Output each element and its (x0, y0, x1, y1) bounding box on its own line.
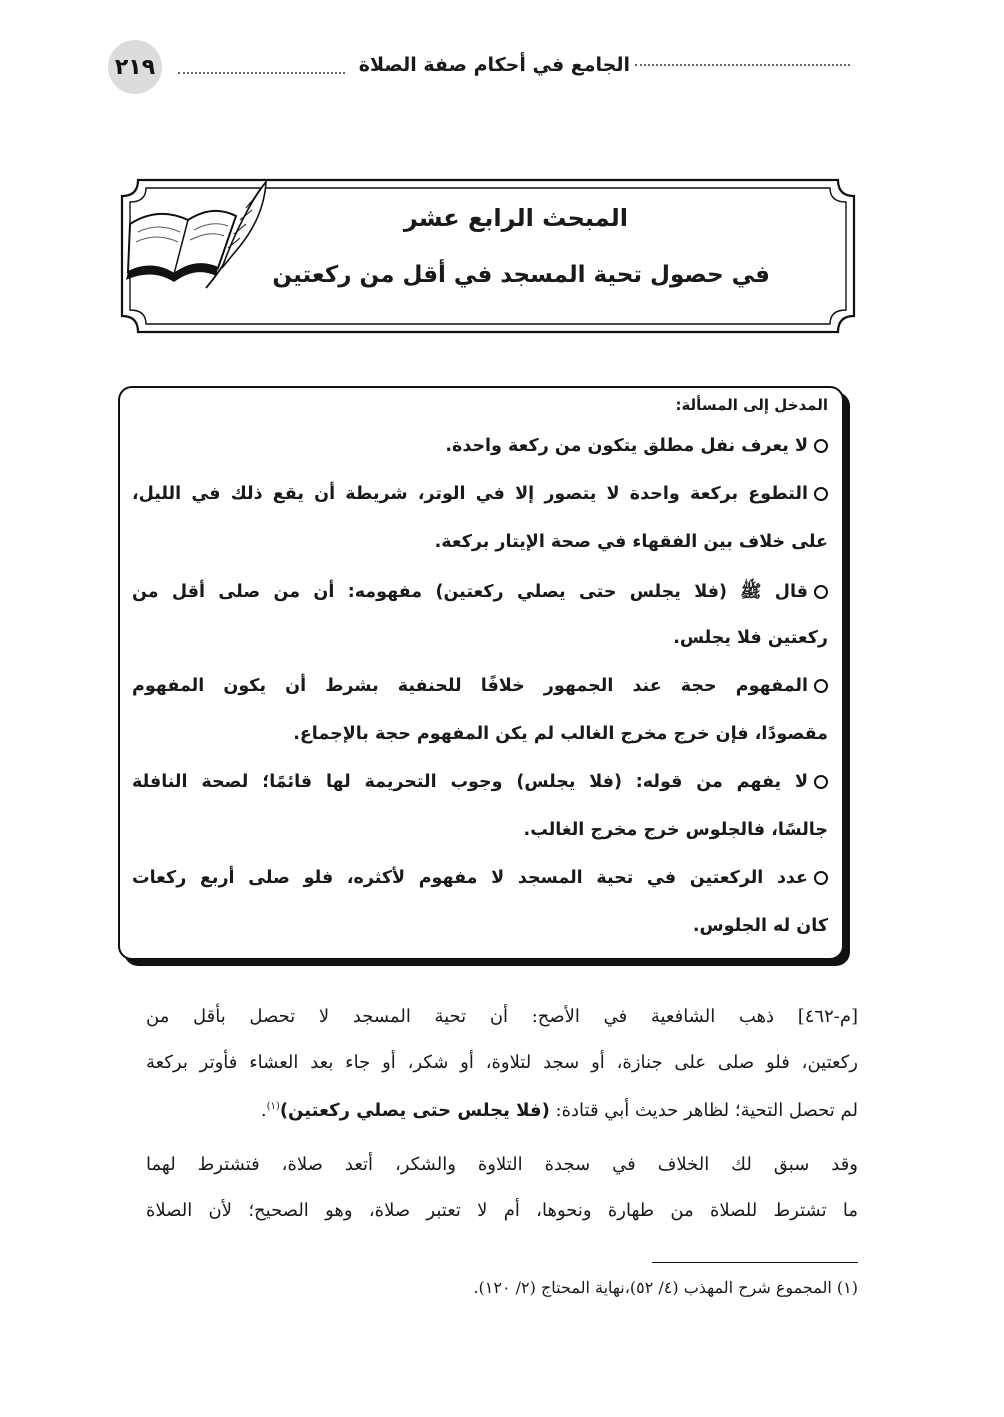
intro-point: لا يفهم من قوله: (فلا يجلس) وجوب التحريمة لها قائمًا؛ لصحة النافلة (132, 772, 828, 792)
intro-point-continuation: كان له الجلوس. (692, 916, 828, 936)
intro-point-continuation: مقصودًا، فإن خرج مخرج الغالب لم يكن المفهوم حجة بالإجماع. (293, 724, 828, 744)
page-number: ٢١٩ (108, 40, 162, 94)
chapter-title: المبحث الرابع عشر (403, 204, 628, 232)
intro-point: لا يعرف نفل مطلق يتكون من ركعة واحدة. (132, 436, 828, 456)
issue-intro-box (118, 386, 844, 960)
body-paragraph-line: ما تشترط للصلاة من طهارة ونحوها، أم لا تعتبر صلاة، وهو الصحيح؛ لأن الصلاة (146, 1200, 858, 1221)
circle-bullet-icon (814, 487, 828, 501)
hadith-quote: (فلا يجلس حتى يصلي ركعتين) (279, 1100, 550, 1121)
circle-bullet-icon (814, 585, 828, 599)
header-dotted-rule-left (178, 72, 345, 74)
footnote-separator (652, 1262, 858, 1263)
running-title: الجامع في أحكام صفة الصلاة (358, 54, 630, 76)
header-dotted-rule-right (635, 64, 850, 66)
body-paragraph-line: لم تحصل التحية؛ لظاهر حديث أبي قتادة: (فلا يجلس حتى يصلي ركعتين)$^{(١)}$. (260, 1100, 858, 1121)
body-paragraph-line: [م-٤٦٢] ذهب الشافعية في الأصح: أن تحية المسجد لا تحصل بأقل من (146, 1006, 858, 1027)
footnote-ref: (١) (266, 1101, 280, 1112)
circle-bullet-icon (814, 679, 828, 693)
chapter-subtitle: في حصول تحية المسجد في أقل من ركعتين (272, 262, 770, 288)
intro-heading: المدخل إلى المسألة: (675, 396, 828, 414)
intro-point-continuation: جالسًا، فالجلوس خرج مخرج الغالب. (523, 820, 828, 840)
chapter-title-frame (118, 176, 858, 336)
intro-point: قال ﷺ (فلا يجلس حتى يصلي ركعتين) مفهومه: أن من صلى أقل من (132, 580, 828, 606)
circle-bullet-icon (814, 871, 828, 885)
circle-bullet-icon (814, 439, 828, 453)
body-paragraph-line: ركعتين، فلو صلى على جنازة، أو سجد لتلاوة، أو شكر، أو جاء بعد العشاء فأوتر بركعة (146, 1052, 858, 1073)
book-quill-icon (118, 176, 268, 296)
intro-point-continuation: على خلاف بين الفقهاء في صحة الإيتار بركعة. (434, 532, 828, 552)
circle-bullet-icon (814, 775, 828, 789)
body-paragraph-line: وقد سبق لك الخلاف في سجدة التلاوة والشكر، أتعد صلاة، فتشترط لهما (146, 1154, 858, 1175)
page-header (100, 40, 850, 100)
intro-point: عدد الركعتين في تحية المسجد لا مفهوم لأكثره، فلو صلى أربع ركعات (132, 868, 828, 888)
intro-point: المفهوم حجة عند الجمهور خلافًا للحنفية بشرط أن يكون المفهوم (132, 676, 828, 696)
footnote: (١) المجموع شرح المهذب (٤/ ٥٢)،نهاية المحتاج (٢/ ١٢٠). (473, 1278, 858, 1297)
intro-point: التطوع بركعة واحدة لا يتصور إلا في الوتر، شريطة أن يقع ذلك في الليل، (132, 484, 828, 504)
intro-point-continuation: ركعتين فلا يجلس. (673, 628, 828, 648)
